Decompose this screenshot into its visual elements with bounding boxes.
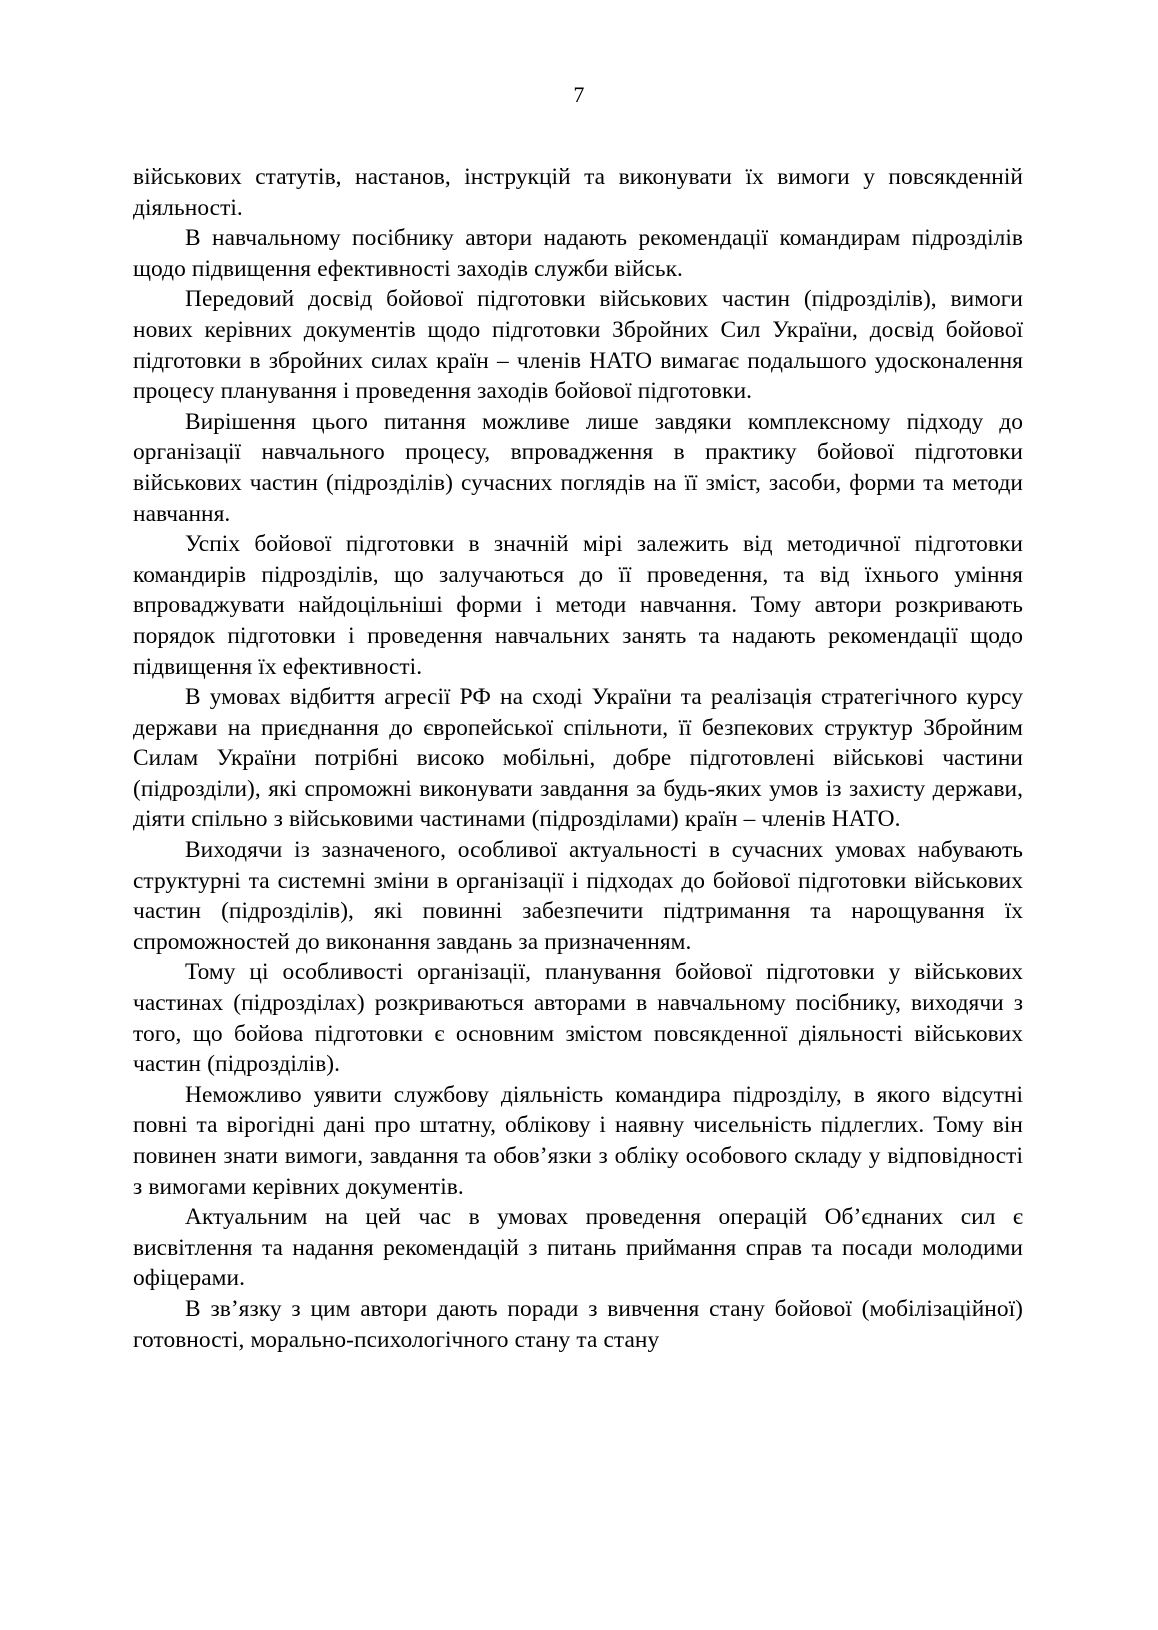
paragraph: Неможливо уявити службову діяльність командира підрозділу, в якого відсутні повні та вірогідні дані про штатну, облікову і наявну чисельність підлеглих. Тому він повинен знати вимоги, завдання та обов’язки з обліку особового складу у відповідності з вимогами керівних документів. (133, 1081, 1023, 1200)
paragraph: Вирішення цього питання можливе лише завдяки комплексному підходу до організації навчального процесу, впровадження в практику бойової підготовки військових частин (підрозділів) сучасних поглядів на її зміст, засоби, форми та методи навчання. (133, 408, 1023, 527)
paragraph: Успіх бойової підготовки в значній мірі залежить від методичної підготовки командирів підрозділів, що залучаються до її проведення, та від їхнього уміння впроваджувати найдоцільніші форми і методи навчання. Тому автори розкривають порядок підготовки і проведення навчальних занять та надають рекомендації щодо підвищення їх ефективності. (133, 531, 1023, 680)
paragraph: Передовий досвід бойової підготовки військових частин (підрозділів), вимоги нових керівних документів щодо підготовки Збройних Сил України, досвід бойової підготовки в збройних силах країн – членів НАТО вимагає подальшого удосконалення процесу планування і проведення заходів бойової підготовки. (133, 286, 1023, 405)
paragraph: В зв’язку з цим автори дають поради з вивчення стану бойової (мобілізаційної) готовності, морально-психологічного стану та стану (133, 1295, 1023, 1353)
paragraph: В навчальному посібнику автори надають рекомендації командирам підрозділів щодо підвищення ефективності заходів служби військ. (133, 225, 1023, 282)
page-number: 7 (573, 82, 585, 107)
paragraph: Актуальним на цей час в умовах проведення операцій Об’єднаних сил є висвітлення та надання рекомендацій з питань приймання справ та посади молодими офіцерами. (133, 1204, 1023, 1292)
paragraph: Тому ці особливості організації, планування бойової підготовки у військових частинах (підрозділах) розкриваються авторами в навчальному посібнику, виходячи з того, що бойова підготовки є основним змістом повсякденної діяльності військових частин (підрозділів). (133, 959, 1023, 1078)
page-body-text (133, 162, 1023, 1355)
paragraph: Виходячи із зазначеного, особливої актуальності в сучасних умовах набувають структурні та системні зміни в організації і підходах до бойової підготовки військових частин (підрозділів), які повинні забезпечити підтримання та нарощування їх спроможностей до виконання завдань за призначенням. (133, 837, 1023, 955)
paragraph: В умовах відбиття агресії РФ на сході України та реалізація стратегічного курсу держави на приєднання до європейської спільноти, її безпекових структур Збройним Силам України потрібні високо мобільні, добре підготовлені військові частини (підрозділи), які спроможні виконувати завдання за будь-яких умов із захисту держави, діяти спільно з військовими частинами (підрозділами) країн – членів НАТО. (133, 684, 1023, 833)
paragraph: військових статутів, настанов, інструкцій та виконувати їх вимоги у повсякденній діяльності. (133, 164, 1023, 221)
